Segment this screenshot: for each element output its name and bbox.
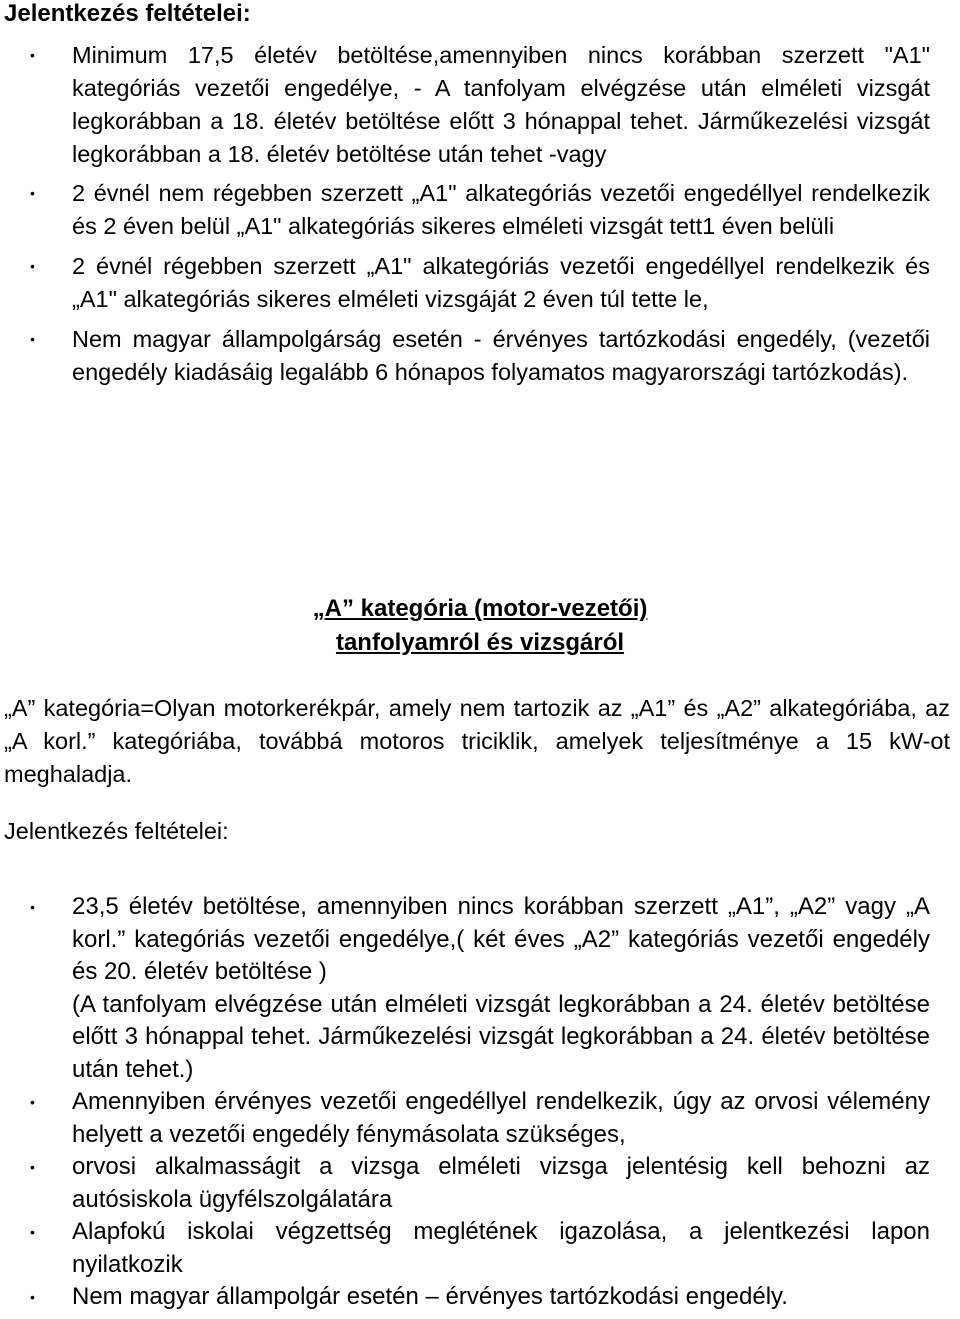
list-item-text: 2 évnél nem régebben szerzett „A1" alkategóriás vezetői engedéllyel rendelkezik és 2 éven belül „A1" alkategóriás sikeres elméleti vizsgát tett1 éven belüli [72, 180, 930, 239]
list-item-note: (A tanfolyam elvégzése után elméleti vizsgát legkorábban a 24. életév betöltése előtt 3 hónappal tehet. Járműkezelési vizsgát legkorábban a 24. életév betöltése után tehet.) [72, 990, 930, 1083]
list-item-text: Minimum 17,5 életév betöltése,amennyiben nincs korábban szerzett "A1" kategóriás vezetői engedélye, - A tanfolyam elvégzése után elméleti vizsgát legkorábban a 18. életév betöltése előtt 3 hónappal tehet. Járműkezelési vizsgát legkorábban a 18. életév betöltése után tehet -vagy [72, 42, 930, 167]
bullet-icon: • [30, 258, 35, 274]
list-item [0, 323, 930, 389]
category-definition: „A” kategória=Olyan motorkerékpár, amely nem tartozik az „A1” és „A2” alkategóriába, az „A korl.” kategóriába, továbbá motoros triciklik, amelyek teljesítménye a 15 kW-ot meghaladja. [4, 695, 950, 787]
section-title-line2: tanfolyamról és vizsgáról [335, 629, 625, 656]
bullet-icon: • [30, 47, 35, 63]
list-item [0, 891, 930, 1086]
list-item [0, 1216, 930, 1281]
list-item [0, 1086, 930, 1151]
list-item-text: orvosi alkalmasságit a vizsga elméleti vizsga jelentésig kell behozni az autósiskola ügyfélszolgálatára [72, 1153, 930, 1213]
list-item-text: Nem magyar állampolgárság esetén - érvényes tartózkodási engedély, (vezetői engedély kiadásáig legalább 6 hónapos folyamatos magyarországi tartózkodás). [72, 326, 930, 385]
bullet-icon: • [30, 1094, 35, 1110]
bullet-icon: • [30, 331, 35, 347]
bullet-icon: • [30, 1289, 35, 1305]
list-item-text: 23,5 életév betöltése, amennyiben nincs korábban szerzett „A1”, „A2” vagy „A korl.” kategóriás vezetői engedélye,( két éves „A2” kategóriás vezetői engedély és 20. életév betöltése ) [72, 893, 930, 985]
requirements-subheading: Jelentkezés feltételei: [4, 818, 229, 844]
list-item [0, 1151, 930, 1216]
list-item-text: Amennyiben érvényes vezetői engedéllyel rendelkezik, úgy az orvosi vélemény helyett a vezetői engedély fénymásolata szükséges, [72, 1088, 930, 1148]
list-item-text: Alapfokú iskolai végzettség meglétének igazolása, a jelentkezési lapon nyilatkozik [72, 1218, 930, 1278]
bullet-icon: • [30, 185, 35, 201]
requirements-heading: Jelentkezés feltételei: [4, 0, 251, 27]
list-item [0, 250, 930, 316]
list-item-text: 2 évnél régebben szerzett „A1" alkategóriás vezetői engedéllyel rendelkezik és „A1" alkategóriás sikeres elméleti vizsgáját 2 éven túl tette le, [72, 253, 930, 312]
a-requirements-list [0, 891, 930, 1314]
list-item [0, 1281, 930, 1314]
list-item [0, 39, 930, 171]
section-title [0, 592, 960, 660]
bullet-icon: • [30, 899, 35, 915]
a1-requirements-list [0, 39, 930, 396]
list-item-text: Nem magyar állampolgár esetén – érvényes tartózkodási engedély. [72, 1283, 788, 1310]
list-item [0, 177, 930, 243]
bullet-icon: • [30, 1224, 35, 1240]
section-title-line1: „A” kategória (motor-vezetői) [312, 595, 648, 622]
bullet-icon: • [30, 1159, 35, 1175]
